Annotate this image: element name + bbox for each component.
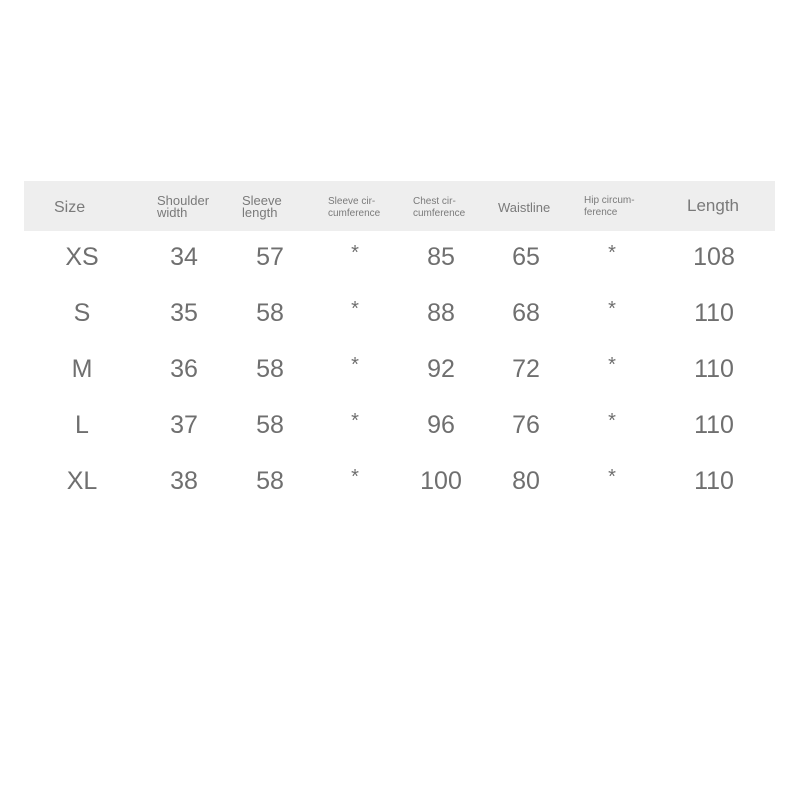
header-hip-circumference — [584, 195, 635, 219]
cell-length: 110 — [694, 355, 734, 383]
header-chest-circumference — [413, 196, 465, 220]
cell-size: XL — [66, 467, 98, 495]
cell-waist: 80 — [512, 467, 540, 495]
table-header-row — [24, 181, 775, 231]
header-chest-line1: Chest cir- — [413, 196, 456, 207]
cell-chest: 96 — [427, 411, 455, 439]
cell-sleeve-circ: * — [351, 298, 359, 320]
cell-length: 110 — [694, 299, 734, 327]
cell-sleeve-circ: * — [351, 242, 359, 264]
cell-chest: 85 — [427, 243, 455, 271]
cell-shoulder: 35 — [170, 299, 198, 327]
header-sleeve-length — [242, 195, 282, 219]
cell-sleeve-length: 58 — [256, 355, 284, 383]
cell-chest: 92 — [427, 355, 455, 383]
cell-shoulder: 34 — [170, 243, 198, 271]
header-hip-line1: Hip circum- — [584, 195, 635, 206]
header-hip-line2: ference — [584, 207, 618, 218]
cell-hip: * — [608, 242, 616, 264]
header-sleeve-circumference — [328, 196, 380, 220]
header-size: Size — [54, 199, 86, 216]
header-sleeve-circ-line2: cumference — [328, 208, 381, 219]
cell-sleeve-length: 58 — [256, 299, 284, 327]
header-sleeve-length-line1: Sleeve — [242, 193, 282, 208]
header-sleeve-length-line2: length — [242, 205, 278, 220]
cell-length: 108 — [693, 243, 735, 271]
header-shoulder-line2: width — [157, 205, 188, 220]
cell-size: XS — [65, 243, 99, 271]
table-row — [24, 399, 775, 455]
cell-hip: * — [608, 354, 616, 376]
cell-sleeve-length: 58 — [256, 467, 284, 495]
cell-length: 110 — [694, 467, 734, 495]
cell-shoulder: 38 — [170, 467, 198, 495]
cell-waist: 65 — [512, 243, 540, 271]
cell-sleeve-circ: * — [351, 466, 359, 488]
cell-waist: 72 — [512, 355, 540, 383]
cell-chest: 100 — [420, 467, 462, 495]
cell-shoulder: 36 — [170, 355, 198, 383]
size-chart-table — [24, 181, 775, 511]
table-row — [24, 287, 775, 343]
cell-size: M — [71, 355, 93, 383]
header-waistline: Waistline — [498, 200, 551, 215]
header-chest-line2: cumference — [413, 208, 466, 219]
header-sleeve-circ-line1: Sleeve cir- — [328, 196, 376, 207]
header-length: Length — [687, 196, 739, 215]
cell-sleeve-circ: * — [351, 410, 359, 432]
cell-waist: 68 — [512, 299, 540, 327]
cell-waist: 76 — [512, 411, 540, 439]
cell-chest: 88 — [427, 299, 455, 327]
cell-shoulder: 37 — [170, 411, 198, 439]
header-shoulder-line1: Shoulder — [157, 193, 210, 208]
cell-sleeve-length: 57 — [256, 243, 284, 271]
cell-sleeve-circ: * — [351, 354, 359, 376]
cell-size: S — [73, 299, 91, 327]
table-row — [24, 455, 775, 511]
cell-sleeve-length: 58 — [256, 411, 284, 439]
cell-size: L — [75, 411, 89, 439]
cell-length: 110 — [694, 411, 734, 439]
cell-hip: * — [608, 410, 616, 432]
header-shoulder-width — [157, 195, 209, 219]
cell-hip: * — [608, 466, 616, 488]
table-row — [24, 343, 775, 399]
table-row — [24, 231, 775, 287]
cell-hip: * — [608, 298, 616, 320]
